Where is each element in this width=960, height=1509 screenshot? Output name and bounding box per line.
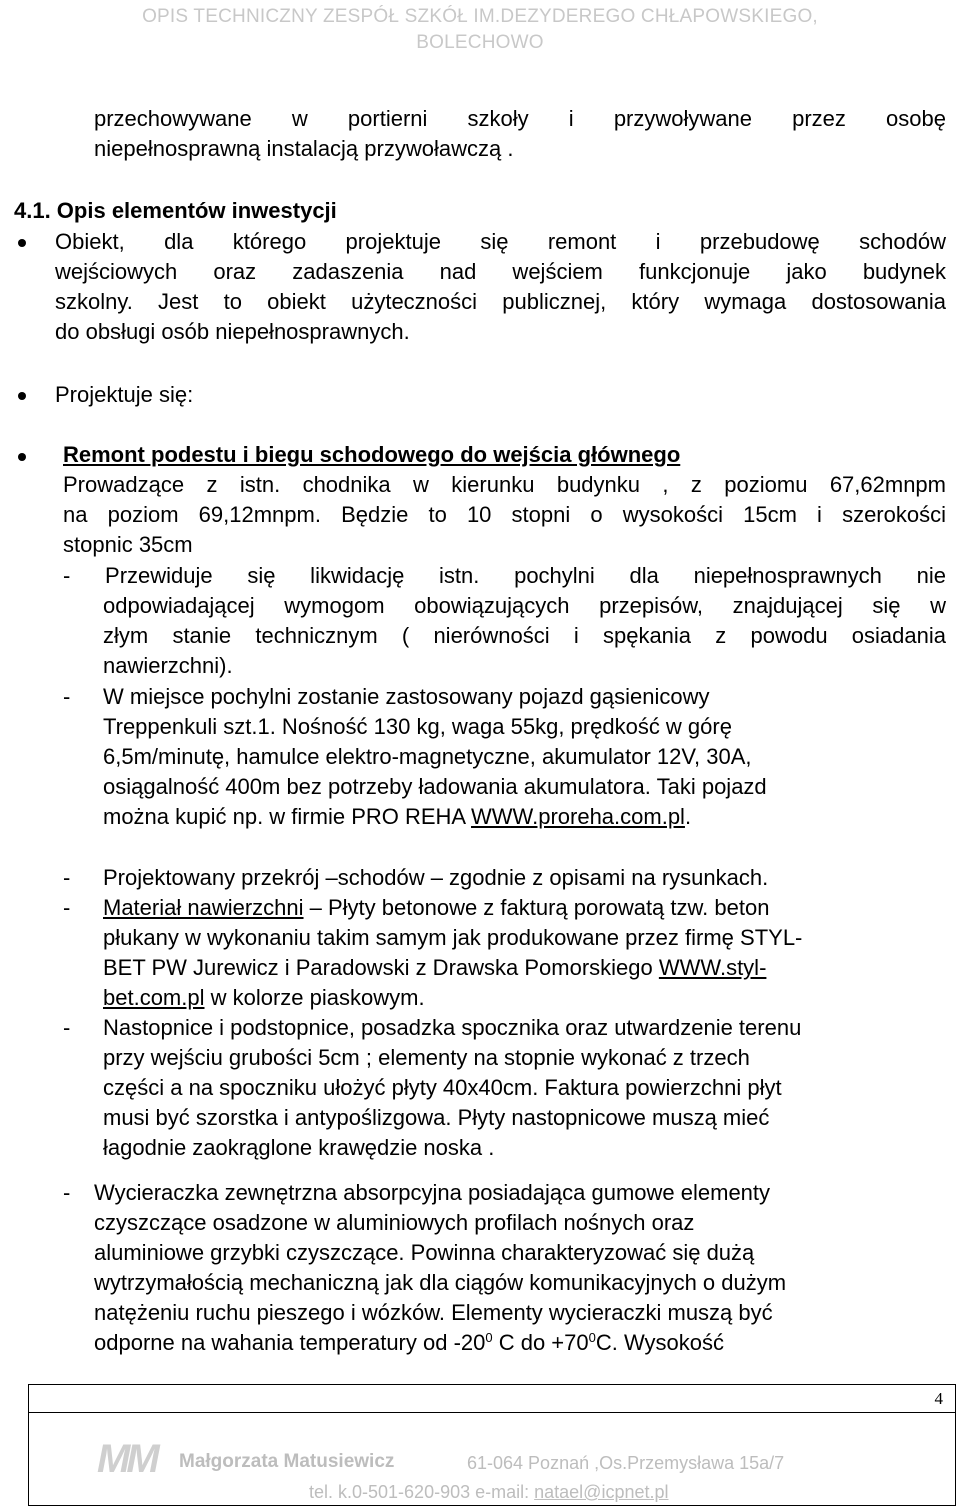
text-run: w kolorze piaskowym. (204, 985, 425, 1010)
email-link[interactable]: natael@icpnet.pl (534, 1482, 669, 1502)
author-name: Małgorzata Matusiewicz (179, 1451, 395, 1472)
paragraph-line: niepełnosprawną instalacją przywoławczą . (94, 136, 514, 161)
paragraph-line: szkolny. Jest to obiekt użyteczności publicznej, który wymaga dostosowania (55, 289, 946, 314)
paragraph-line: aluminiowe grzybki czyszczące. Powinna charakteryzować się dużą (94, 1240, 755, 1265)
paragraph-line: osiągalność 400m bez potrzeby ładowania akumulatora. Taki pojazd (103, 774, 767, 799)
paragraph-line: przy wejściu grubości 5cm ; elementy na stopnie wykonać z trzech (103, 1045, 750, 1070)
text-run: . (684, 804, 692, 829)
dash-marker: - (63, 1015, 71, 1040)
author-address: 61-064 Poznań ,Os.Przemysława 15a/7 (467, 1453, 785, 1473)
paragraph-line: odpowiadającej wymogom obowiązujących przepisów, znajdującej się w (103, 593, 946, 618)
paragraph-line: natężeniu ruchu pieszego i wózków. Elementy wycieraczki muszą być (94, 1300, 773, 1325)
paragraph-line: Projektuje się: (55, 382, 194, 407)
page-footer (28, 1384, 956, 1506)
paragraph-line: części a na spoczniku ułożyć płyty 40x40cm. Faktura powierzchni płyt (103, 1075, 782, 1100)
header-line-2: BOLECHOWO (416, 32, 544, 53)
text-run: można kupić np. w firmie PRO REHA (103, 804, 472, 829)
paragraph-line: przechowywane w portierni szkoły i przywoływane przez osobę (94, 106, 946, 131)
paragraph-line (103, 893, 769, 923)
text-run: – Płyty betonowe z fakturą porowatą tzw. beton (303, 895, 770, 920)
text-run: BET PW Jurewicz i Paradowski z Drawska Pomorskiego (103, 955, 659, 980)
text-run: Materiał nawierzchni (103, 895, 304, 920)
bullet-icon (18, 392, 26, 400)
page-number: 4 (934, 1389, 943, 1408)
paragraph-line: - Przewiduje się likwidację istn. pochylni dla niepełnosprawnych nie (63, 563, 946, 588)
dash-marker: - (63, 1180, 71, 1205)
superscript: 0 (588, 1330, 596, 1345)
paragraph-line: Prowadzące z istn. chodnika w kierunku budynku , z poziomu 67,62mnpm (63, 472, 946, 497)
paragraph-line (103, 983, 425, 1013)
paragraph-line: Nastopnice i podstopnice, posadzka spocznika oraz utwardzenie terenu (103, 1015, 802, 1040)
paragraph-line: stopnic 35cm (63, 532, 193, 557)
paragraph-line: Obiekt, dla którego projektuje się remont i przebudowę schodów (55, 229, 946, 254)
author-contact (309, 1482, 668, 1503)
proreha-link[interactable]: WWW.proreha.com.pl (471, 804, 685, 829)
bullet-icon (18, 453, 26, 461)
section-heading: 4.1. Opis elementów inwestycji (14, 198, 337, 223)
text-run: C do +70 (492, 1330, 589, 1355)
phone-text: tel. k.0-501-620-903 e-mail: (309, 1482, 535, 1502)
bullet-icon (18, 239, 26, 247)
dash-marker: - (63, 895, 71, 920)
paragraph-line: łagodnie zaokrąglone krawędzie noska . (103, 1135, 495, 1160)
paragraph-line: Treppenkuli szt.1. Nośność 130 kg, waga 55kg, prędkość w górę (103, 714, 732, 739)
paragraph-line: nawierzchni). (103, 653, 233, 678)
paragraph-line: płukany w wykonaniu takim samym jak produkowane przez firmę STYL- (103, 925, 803, 950)
paragraph-line: W miejsce pochylni zostanie zastosowany pojazd gąsienicowy (103, 684, 710, 709)
stylbet-link[interactable]: bet.com.pl (103, 985, 205, 1010)
paragraph-line: na poziom 69,12mnpm. Będzie to 10 stopni o wysokości 15cm i szerokości (63, 502, 946, 527)
subsection-heading: Remont podestu i biegu schodowego do wejścia głównego (63, 442, 681, 467)
paragraph-line: wejściowych oraz zadaszenia nad wejściem funkcjonuje jako budynek (55, 259, 946, 284)
paragraph-line: musi być szorstka i antypoślizgowa. Płyty nastopnicowe muszą mieć (103, 1105, 770, 1130)
company-logo: MM (97, 1437, 156, 1481)
paragraph-line: czyszczące osadzone w aluminiowych profilach nośnych oraz (94, 1210, 695, 1235)
paragraph-line: Wycieraczka zewnętrzna absorpcyjna posiadająca gumowe elementy (94, 1180, 771, 1205)
paragraph-line: Projektowany przekrój –schodów – zgodnie z opisami na rysunkach. (103, 865, 769, 890)
text-run: C. Wysokość (595, 1330, 725, 1355)
dash-marker: - (63, 684, 71, 709)
dash-marker: - (63, 865, 71, 890)
paragraph-line (103, 802, 691, 832)
header-line-1: OPIS TECHNICZNY ZESPÓŁ SZKÓŁ IM.DEZYDEREGO CHŁAPOWSKIEGO, (142, 6, 818, 27)
paragraph-line: 6,5m/minutę, hamulce elektro-magnetyczne, akumulator 12V, 30A, (103, 744, 752, 769)
paragraph-line: złym stanie technicznym ( nierówności i spękania z powodu osiadania (103, 623, 946, 648)
paragraph-line (94, 1328, 724, 1358)
document-header (0, 4, 960, 56)
paragraph-line: do obsługi osób niepełnosprawnych. (55, 319, 410, 344)
footer-divider (29, 1412, 955, 1413)
superscript: 0 (485, 1330, 493, 1345)
text-run: odporne na wahania temperatury od -20 (94, 1330, 486, 1355)
paragraph-line: wytrzymałością mechaniczną jak dla ciągów komunikacyjnych o dużym (94, 1270, 787, 1295)
paragraph-line (103, 953, 766, 983)
stylbet-link[interactable]: WWW.styl- (658, 955, 767, 980)
